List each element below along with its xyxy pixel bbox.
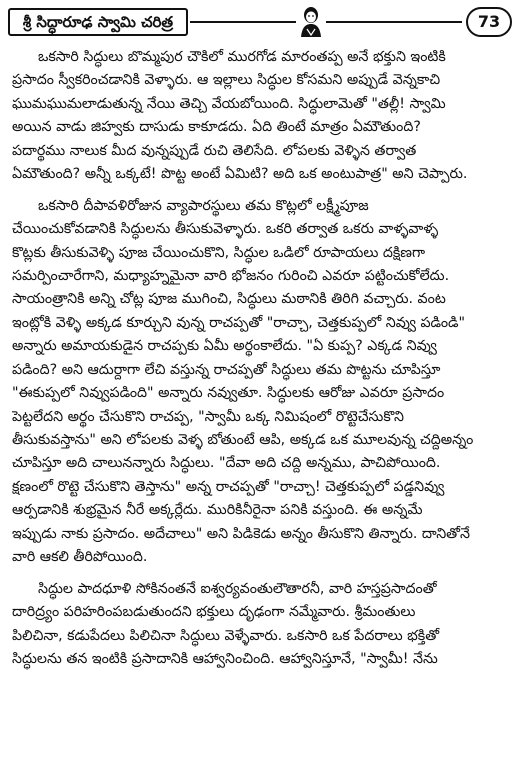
paragraph-2 bbox=[12, 195, 508, 570]
text-line: ఇప్పుడు నాకు ప్రసాదం. అదేచాలు" అని పిడికెడు అన్నం తీసుకొని తిన్నారు. దానితోనే bbox=[12, 525, 470, 542]
text-line: ఘుమఘుమలాడుతున్న నేయి తెచ్చి వేయబోయింది. సిద్ధులామెతో "తల్లీ! స్వామి bbox=[12, 95, 446, 112]
text-line: చేయించుకోవడానికి సిద్ధులను తీసుకువెళ్ళారు. ఒకరి తర్వాత ఒకరు వాళ్ళవాళ్ళ bbox=[12, 221, 439, 238]
text-line: పడింది? అని ఆదుర్దాగా లేచి వస్తున్న రాచప్పతో సిద్ధులు తమ పొట్టను చూపిస్తూ bbox=[12, 361, 441, 378]
text-line: పిలిచినా, కడుపేదలు పిలిచినా సిద్ధులు వెళ్ళేవారు. ఒకసారి ఒక పేదరాలు భక్తితో bbox=[12, 627, 440, 644]
text-line: అన్నారు అమాయకుడైన రాచప్పకు ఏమీ అర్థంకాలేదు. "ఏ కుప్ప? ఎక్కడ నివ్వు bbox=[12, 338, 437, 355]
text-line: సాయంత్రానికి అన్ని చోట్ల పూజ ముగించి, సిద్ధులు మఠానికి తిరిగి వచ్చారు. వంట bbox=[12, 291, 446, 308]
paragraph-spacer bbox=[12, 570, 508, 578]
text-line: వారి ఆకలి తీరిపోయింది. bbox=[12, 549, 148, 566]
text-line: "ఈకుప్పలో నివ్వుపడింది" అన్నారు నవ్వుతూ. సిద్ధులకు ఆరోజు ఎవరూ ప్రసాదం bbox=[12, 385, 445, 402]
page-number: 73 bbox=[466, 7, 512, 37]
text-line: తీసుకువస్తాను" అని లోపలకు వెళ్ళ బోతుంటే ఆపి, అక్కడ ఒక మూలవున్న చద్దిఅన్నం bbox=[12, 432, 474, 448]
text-line: పదార్థము నాలుక మీద వున్నప్పుడే రుచి తెలిసేది. లోపలకు వెళ్ళిన తర్వాత bbox=[12, 142, 417, 159]
text-line: ఒకసారి దీపావళిరోజున వ్యాపారస్థులు తమ కొట్లలో లక్ష్మీపూజ bbox=[38, 197, 369, 214]
page-body bbox=[12, 46, 508, 671]
text-line: సిద్ధులను తన ఇంటికి ప్రసాదానికి ఆహ్వానించింది. ఆహ్వానిస్తూనే, "స్వామీ! నేను bbox=[12, 650, 438, 667]
text-line: చూపిస్తూ అది చాలునన్నారు సిద్ధులు. "దేవా అది చద్ది అన్నము, పాచిపోయింది. bbox=[12, 455, 441, 472]
text-line: కొట్లకు తీసుకువెళ్ళి పూజ చేయించుకొని, సిద్ధుల ఒడిలో రూపాయలు దక్షిణగా bbox=[12, 244, 426, 261]
text-line: సిద్ధుల పాదధూళి సోకినంతనే ఐశ్వర్యవంతులౌతారనీ, వారి హస్తప్రసాదంతో bbox=[38, 580, 437, 597]
text-line: ప్రసాదం స్వీకరించడానికి వెళ్ళారు. ఆ ఇల్లాలు సిద్ధుల కోసమని అప్పుడే వెన్నకాచి bbox=[12, 72, 441, 89]
running-title: శ్రీ సిద్ధారూఢ స్వామి చరిత్ర bbox=[8, 8, 188, 36]
text-line: అయిన వాడు జిహ్వకు దాసుడు కాకూడదు. ఏది తింటే మాత్రం ఏమౌతుంది? bbox=[12, 119, 421, 136]
text-line: ఇంట్లోకి వెళ్ళి అక్కడ కూర్చుని వున్న రాచప్పతో "రాచ్చా, చెత్తకుప్పలో నివ్వు పడిండి" bbox=[12, 314, 466, 331]
text-line: పెట్టలేదని అర్థం చేసుకొని రాచప్ప, "స్వామీ ఒక్క నిమిషంలో రొట్టెచేసుకొని bbox=[12, 408, 404, 425]
text-line: దారిద్ర్యం పరిహరింపబడుతుందని భక్తులు దృఢంగా నమ్మేవారు. శ్రీమంతులు bbox=[12, 604, 416, 621]
paragraph-spacer bbox=[12, 187, 508, 195]
page-header bbox=[8, 6, 512, 40]
paragraph-1 bbox=[12, 46, 508, 187]
text-line: ఏమౌతుంది? అన్నీ ఒక్కటే! పొట్ట అంటే ఏమిటి? అది ఒక అంటుపాత్ర" అని చెప్పారు. bbox=[12, 166, 468, 183]
header-rule-right bbox=[326, 21, 462, 23]
text-line: ఒకసారి సిద్ధులు బొమ్మపుర చౌకిలో మురగోడ మారంతప్ప అనే భక్తుని ఇంటికి bbox=[38, 49, 446, 65]
swami-emblem-icon bbox=[298, 6, 324, 38]
paragraph-3 bbox=[12, 578, 508, 672]
header-rule-left bbox=[190, 21, 296, 23]
text-line: క్షణంలో రొట్టె చేసుకొని తెస్తాను" అన్న రాచప్పతో "రాచ్చా! చెత్తకుప్పలో పడ్డనివ్వు bbox=[12, 478, 445, 495]
text-line: సమర్పించారేగాని, మధ్యాహ్నమైనా వారి భోజనం గురించి ఎవరూ పట్టించుకోలేదు. bbox=[12, 267, 450, 284]
text-line: ఆర్పడానికి శుభ్రమైన నీరే అక్కర్లేదు. మురికినీరైనా పనికి వస్తుంది. ఈ అన్నమే bbox=[12, 502, 423, 519]
